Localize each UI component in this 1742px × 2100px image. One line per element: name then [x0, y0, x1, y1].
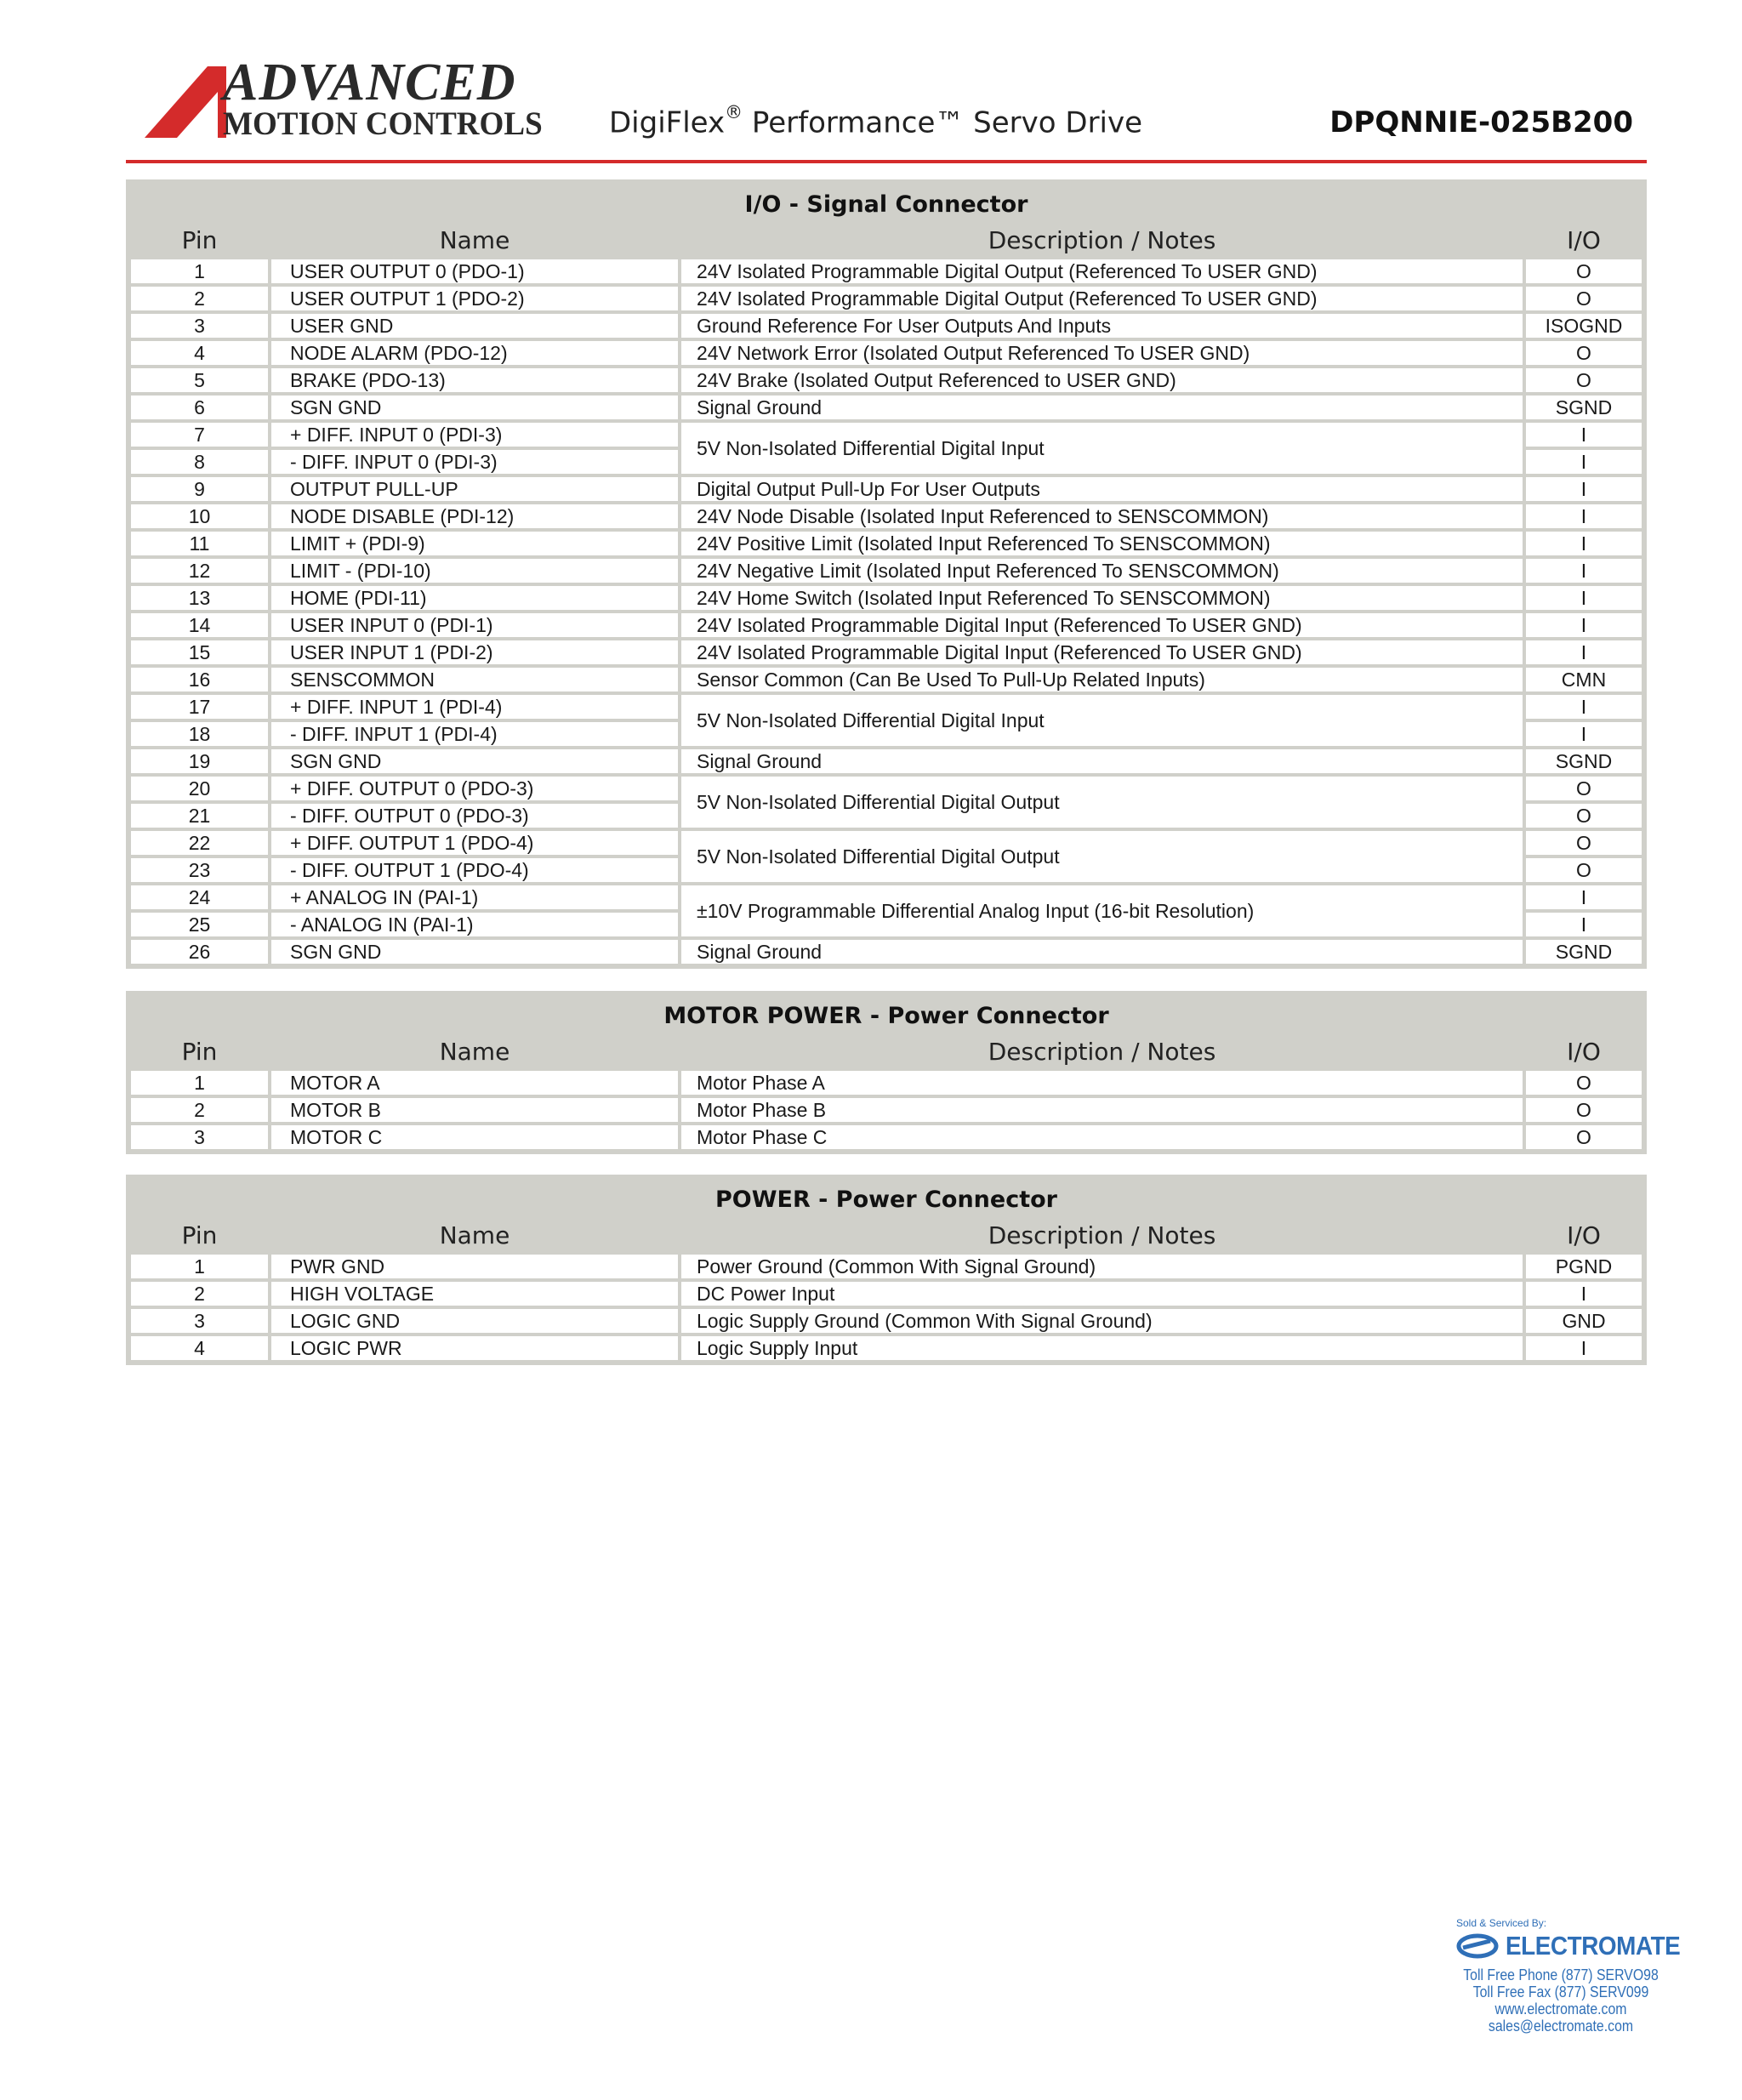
io-cell: SGND	[1524, 938, 1643, 965]
column-header-description: Description / Notes	[988, 1038, 1216, 1066]
description-cell: Motor Phase C	[680, 1124, 1524, 1151]
name-cell: - DIFF. OUTPUT 1 (PDO-4)	[270, 857, 680, 884]
power-connector-table	[126, 1175, 1647, 1365]
column-header-io: I/O	[1567, 226, 1601, 254]
column-header-name: Name	[439, 1038, 510, 1066]
io-cell: I	[1524, 911, 1643, 938]
name-cell: USER INPUT 1 (PDI-2)	[270, 639, 680, 666]
name-cell: NODE DISABLE (PDI-12)	[270, 503, 680, 530]
description-cell: 24V Brake (Isolated Output Referenced to USER GND)	[680, 367, 1524, 394]
description-cell: 24V Isolated Programmable Digital Output (Referenced To USER GND)	[680, 285, 1524, 312]
pin-cell: 19	[129, 748, 270, 775]
io-cell: ISOGND	[1524, 312, 1643, 339]
pin-cell: 3	[129, 1124, 270, 1151]
description-cell: DC Power Input	[680, 1280, 1524, 1307]
io-cell: I	[1524, 475, 1643, 503]
description-cell: Sensor Common (Can Be Used To Pull-Up Related Inputs)	[680, 666, 1524, 693]
pin-cell: 16	[129, 666, 270, 693]
pin-cell: 25	[129, 911, 270, 938]
name-cell: SGN GND	[270, 938, 680, 965]
name-cell: BRAKE (PDO-13)	[270, 367, 680, 394]
description-cell: 24V Isolated Programmable Digital Output (Referenced To USER GND)	[680, 258, 1524, 285]
io-signal-connector-table	[126, 179, 1647, 969]
io-cell: I	[1524, 584, 1643, 612]
description-cell: 24V Negative Limit (Isolated Input Referenced To SENSCOMMON)	[680, 557, 1524, 584]
io-cell: O	[1524, 1096, 1643, 1124]
distributor-contact	[1437, 1966, 1684, 2035]
column-header-pin: Pin	[181, 226, 218, 254]
description-cell: Signal Ground	[680, 938, 1524, 965]
io-cell: I	[1524, 1280, 1643, 1307]
table-title: POWER - Power Connector	[715, 1187, 1057, 1213]
description-cell: 5V Non-Isolated Differential Digital Output	[680, 775, 1524, 829]
logo-text-motion-controls: MOTION CONTROLS	[223, 105, 543, 142]
product-name: DigiFlex	[609, 105, 726, 140]
name-cell: USER GND	[270, 312, 680, 339]
distributor-brand	[1456, 1931, 1699, 1961]
io-cell: I	[1524, 503, 1643, 530]
io-cell: O	[1524, 285, 1643, 312]
name-cell: LOGIC PWR	[270, 1335, 680, 1362]
motor-power-connector-table	[126, 991, 1647, 1154]
name-cell: LIMIT - (PDI-10)	[270, 557, 680, 584]
name-cell: - DIFF. INPUT 0 (PDI-3)	[270, 448, 680, 475]
pin-cell: 20	[129, 775, 270, 802]
description-cell: Motor Phase B	[680, 1096, 1524, 1124]
name-cell: SGN GND	[270, 748, 680, 775]
name-cell: LIMIT + (PDI-9)	[270, 530, 680, 557]
name-cell: USER OUTPUT 0 (PDO-1)	[270, 258, 680, 285]
name-cell: LOGIC GND	[270, 1307, 680, 1335]
header-divider	[126, 160, 1647, 163]
description-cell: Motor Phase A	[680, 1069, 1524, 1096]
pin-cell: 2	[129, 1280, 270, 1307]
pin-cell: 1	[129, 258, 270, 285]
name-cell: PWR GND	[270, 1253, 680, 1280]
column-header-io: I/O	[1567, 1221, 1601, 1249]
io-cell: GND	[1524, 1307, 1643, 1335]
name-cell: + DIFF. INPUT 0 (PDI-3)	[270, 421, 680, 448]
io-cell: O	[1524, 1069, 1643, 1096]
distributor-name: ELECTROMATE	[1506, 1931, 1681, 1961]
pin-cell: 5	[129, 367, 270, 394]
description-cell: 24V Network Error (Isolated Output Referenced To USER GND)	[680, 339, 1524, 367]
description-cell: ±10V Programmable Differential Analog Input (16-bit Resolution)	[680, 884, 1524, 938]
name-cell: HOME (PDI-11)	[270, 584, 680, 612]
logo-triangle-icon	[145, 66, 226, 138]
pin-cell: 2	[129, 285, 270, 312]
description-cell: 24V Isolated Programmable Digital Input (Referenced To USER GND)	[680, 612, 1524, 639]
pin-cell: 13	[129, 584, 270, 612]
registered-mark: ®	[725, 102, 743, 122]
column-header-description: Description / Notes	[988, 1221, 1216, 1249]
toll-free-phone: Toll Free Phone (877) SERVO98	[1463, 1966, 1659, 1983]
pin-cell: 17	[129, 693, 270, 720]
column-header-name: Name	[439, 226, 510, 254]
io-cell: I	[1524, 693, 1643, 720]
name-cell: MOTOR A	[270, 1069, 680, 1096]
pin-cell: 3	[129, 312, 270, 339]
pin-cell: 3	[129, 1307, 270, 1335]
toll-free-fax: Toll Free Fax (877) SERV099	[1472, 1983, 1649, 2000]
name-cell: + DIFF. INPUT 1 (PDI-4)	[270, 693, 680, 720]
description-cell: 24V Node Disable (Isolated Input Referenced to SENSCOMMON)	[680, 503, 1524, 530]
io-cell: I	[1524, 1335, 1643, 1362]
io-cell: O	[1524, 367, 1643, 394]
io-cell: O	[1524, 829, 1643, 857]
io-cell: I	[1524, 557, 1643, 584]
table-header	[129, 224, 1643, 258]
description-cell: 24V Isolated Programmable Digital Input (Referenced To USER GND)	[680, 639, 1524, 666]
product-title	[609, 102, 1143, 140]
table-header	[129, 1219, 1643, 1253]
name-cell: + ANALOG IN (PAI-1)	[270, 884, 680, 911]
pin-cell: 23	[129, 857, 270, 884]
distributor-footer	[1437, 1917, 1684, 2045]
name-cell: OUTPUT PULL-UP	[270, 475, 680, 503]
sold-by-label: Sold & Serviced By:	[1456, 1917, 1547, 1929]
pin-cell: 7	[129, 421, 270, 448]
name-cell: USER OUTPUT 1 (PDO-2)	[270, 285, 680, 312]
io-cell: I	[1524, 639, 1643, 666]
description-cell: Ground Reference For User Outputs And Inputs	[680, 312, 1524, 339]
pin-cell: 10	[129, 503, 270, 530]
name-cell: MOTOR C	[270, 1124, 680, 1151]
name-cell: SENSCOMMON	[270, 666, 680, 693]
name-cell: SGN GND	[270, 394, 680, 421]
pin-cell: 8	[129, 448, 270, 475]
pin-cell: 1	[129, 1069, 270, 1096]
pin-cell: 21	[129, 802, 270, 829]
name-cell: - DIFF. OUTPUT 0 (PDO-3)	[270, 802, 680, 829]
part-number: DPQNNIE-025B200	[1329, 105, 1633, 139]
column-header-pin: Pin	[181, 1221, 218, 1249]
io-cell: CMN	[1524, 666, 1643, 693]
description-cell: Power Ground (Common With Signal Ground)	[680, 1253, 1524, 1280]
table-body	[129, 1069, 1643, 1151]
pin-cell: 14	[129, 612, 270, 639]
name-cell: HIGH VOLTAGE	[270, 1280, 680, 1307]
io-cell: O	[1524, 258, 1643, 285]
io-cell: O	[1524, 339, 1643, 367]
io-cell: I	[1524, 884, 1643, 911]
pin-cell: 4	[129, 339, 270, 367]
product-subtitle: Performance™ Servo Drive	[743, 105, 1143, 140]
io-cell: I	[1524, 720, 1643, 748]
description-cell: 24V Home Switch (Isolated Input Referenced To SENSCOMMON)	[680, 584, 1524, 612]
name-cell: - ANALOG IN (PAI-1)	[270, 911, 680, 938]
electromate-logo-icon	[1456, 1932, 1499, 1960]
column-header-pin: Pin	[181, 1038, 218, 1066]
io-cell: SGND	[1524, 394, 1643, 421]
description-cell: 5V Non-Isolated Differential Digital Output	[680, 829, 1524, 884]
pin-cell: 1	[129, 1253, 270, 1280]
logo-text-advanced: ADVANCED	[223, 54, 516, 111]
name-cell: NODE ALARM (PDO-12)	[270, 339, 680, 367]
description-cell: Logic Supply Input	[680, 1335, 1524, 1362]
pin-cell: 22	[129, 829, 270, 857]
io-cell: SGND	[1524, 748, 1643, 775]
company-logo	[145, 54, 570, 143]
pin-cell: 26	[129, 938, 270, 965]
pin-cell: 11	[129, 530, 270, 557]
description-cell: Logic Supply Ground (Common With Signal Ground)	[680, 1307, 1524, 1335]
pin-cell: 24	[129, 884, 270, 911]
pin-cell: 12	[129, 557, 270, 584]
description-cell: Signal Ground	[680, 748, 1524, 775]
io-cell: O	[1524, 802, 1643, 829]
pin-cell: 6	[129, 394, 270, 421]
io-cell: PGND	[1524, 1253, 1643, 1280]
io-cell: I	[1524, 612, 1643, 639]
name-cell: + DIFF. OUTPUT 1 (PDO-4)	[270, 829, 680, 857]
io-cell: O	[1524, 775, 1643, 802]
description-cell: Digital Output Pull-Up For User Outputs	[680, 475, 1524, 503]
name-cell: - DIFF. INPUT 1 (PDI-4)	[270, 720, 680, 748]
pin-cell: 9	[129, 475, 270, 503]
description-cell: 24V Positive Limit (Isolated Input Referenced To SENSCOMMON)	[680, 530, 1524, 557]
io-cell: I	[1524, 530, 1643, 557]
email-link[interactable]: sales@electromate.com	[1488, 2017, 1634, 2035]
description-cell: 5V Non-Isolated Differential Digital Input	[680, 421, 1524, 475]
table-title: MOTOR POWER - Power Connector	[663, 1003, 1109, 1029]
pin-cell: 2	[129, 1096, 270, 1124]
website-link[interactable]: www.electromate.com	[1494, 2000, 1627, 2017]
name-cell: MOTOR B	[270, 1096, 680, 1124]
name-cell: + DIFF. OUTPUT 0 (PDO-3)	[270, 775, 680, 802]
column-header-io: I/O	[1567, 1038, 1601, 1066]
column-header-description: Description / Notes	[988, 226, 1216, 254]
io-cell: I	[1524, 421, 1643, 448]
description-cell: 5V Non-Isolated Differential Digital Input	[680, 693, 1524, 748]
pin-cell: 18	[129, 720, 270, 748]
table-header	[129, 1035, 1643, 1069]
column-header-name: Name	[439, 1221, 510, 1249]
table-body	[129, 258, 1643, 965]
table-title: I/O - Signal Connector	[744, 191, 1028, 218]
description-cell: Signal Ground	[680, 394, 1524, 421]
pin-cell: 4	[129, 1335, 270, 1362]
io-cell: O	[1524, 857, 1643, 884]
io-cell: O	[1524, 1124, 1643, 1151]
io-cell: I	[1524, 448, 1643, 475]
table-body	[129, 1253, 1643, 1362]
page-header	[0, 0, 1742, 170]
pin-cell: 15	[129, 639, 270, 666]
name-cell: USER INPUT 0 (PDI-1)	[270, 612, 680, 639]
